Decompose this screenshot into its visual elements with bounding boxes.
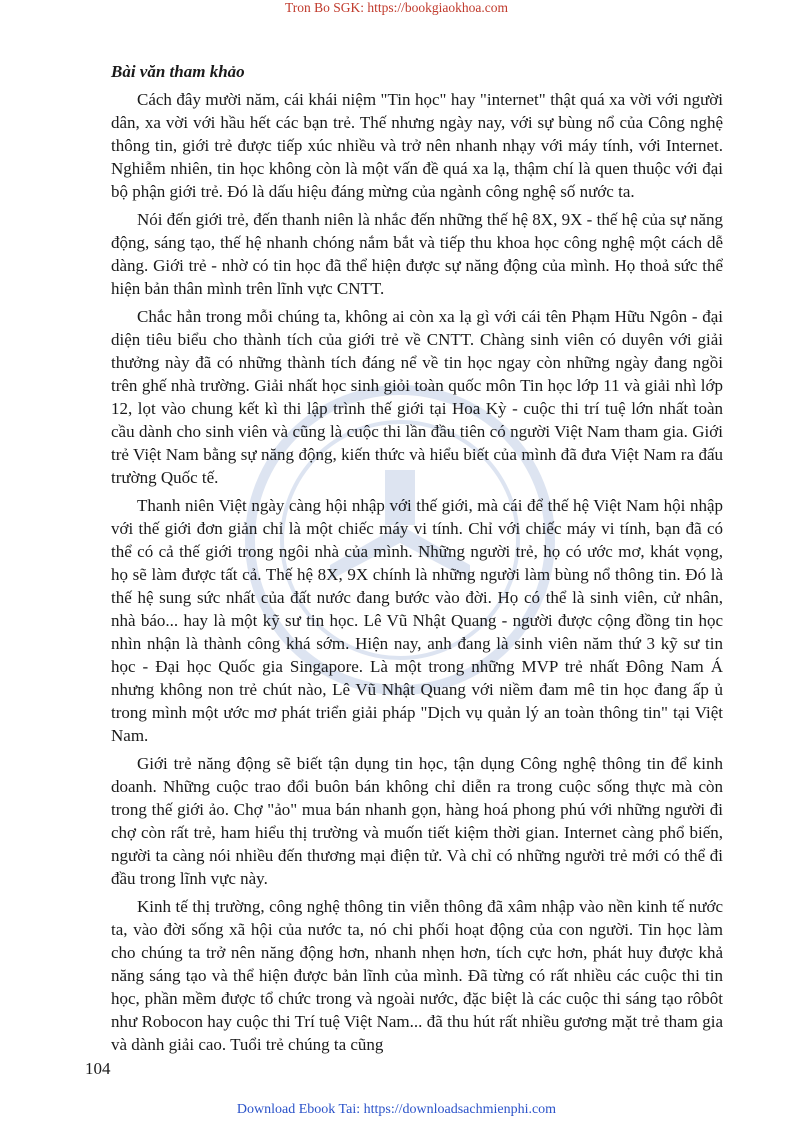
paragraph: Giới trẻ năng động sẽ biết tận dụng tin học, tận dụng Công nghệ thông tin để kinh doanh. Những cuộc trao đổi buôn bán không chỉ diễn ra trong cuộc sống thực mà còn trong thế giới ảo. Chợ "ảo" mua bán nhanh gọn, hàng hoá phong phú với những người đi chợ còn rất trẻ, ham hiểu thị trường và muốn tiết kiệm thời gian. Internet càng phổ biến, người ta càng nói nhiều đến thương mại điện tử. Và chỉ có những người trẻ mới có thể đi đầu trong lĩnh vực này.	[111, 754, 723, 888]
article-body	[111, 60, 723, 1061]
section-title: Bài văn tham khảo	[111, 62, 245, 81]
paragraph: Nói đến giới trẻ, đến thanh niên là nhắc đến những thế hệ 8X, 9X - thế hệ của sự năng động, sáng tạo, thế hệ nhanh chóng nắm bắt và tiếp thu khoa học công nghệ một cách dễ dàng. Giới trẻ - nhờ có tin học đã thể hiện được sự năng động của mình. Họ thoả sức thể hiện bản thân mình trên lĩnh vực CNTT.	[111, 210, 723, 298]
paragraph: Chắc hẳn trong mỗi chúng ta, không ai còn xa lạ gì với cái tên Phạm Hữu Ngôn - đại diện tiêu biểu cho thành tích của giới trẻ về CNTT. Chàng sinh viên có duyên với giải thưởng này đã có những thành tích đáng nể về tin học ngay còn những ngày đang ngồi trên ghế nhà trường. Giải nhất học sinh giỏi toàn quốc môn Tin học lớp 11 và giải nhì lớp 12, lọt vào chung kết kì thi lập trình thế giới tại Hoa Kỳ - cuộc thi trí tuệ lớn nhất toàn cầu dành cho sinh viên và cũng là cuộc thi lần đầu tiên có người Việt Nam tham gia. Giới trẻ Việt Nam bằng sự năng động, kiến thức và hiểu biết của mình đã đưa Việt Nam ra đấu trường Quốc tế.	[111, 307, 723, 487]
footer-download-link[interactable]: Download Ebook Tai: https://downloadsachmienphi.com	[236, 1102, 557, 1117]
paragraph: Cách đây mười năm, cái khái niệm "Tin học" hay "internet" thật quá xa vời với người dân, xa vời với hầu hết các bạn trẻ. Thế nhưng ngày nay, với sự bùng nổ của Công nghệ thông tin, giới trẻ được tiếp xúc nhiều và trở nên nhanh nhạy với máy tính, với Internet. Nghiễm nhiên, tin học không còn là một vấn đề quá xa lạ, thậm chí là quen thuộc với đại bộ phận giới trẻ. Đó là dấu hiệu đáng mừng của ngành công nghệ số nước ta.	[111, 90, 723, 201]
page-number: 104	[85, 1059, 111, 1078]
paragraph: Thanh niên Việt ngày càng hội nhập với thế giới, mà cái để thế hệ Việt Nam hội nhập với thế giới đơn giản chỉ là một chiếc máy vi tính. Chỉ với chiếc máy vi tính, bạn đã có thể có cả thế giới trong ngôi nhà của mình. Những người trẻ, họ có ước mơ, khát vọng, họ sẽ làm được tất cả. Thế hệ 8X, 9X chính là những người làm bùng nổ thông tin. Đó là thế hệ sung sức nhất của đất nước đang bước vào đời. Họ có thể là sinh viên, cử nhân, nhà báo... hay là một kỹ sư tin học. Lê Vũ Nhật Quang - người được cộng đồng tin học nhìn nhận là thành công khá sớm. Hiện nay, anh đang là sinh viên năm thứ 3 kỹ sư tin học - Đại học Quốc gia Singapore. Là một trong những MVP trẻ nhất Đông Nam Á nhưng không non trẻ chút nào, Lê Vũ Nhật Quang với niềm đam mê tin học đang ấp ủ trong mình một ước mơ phát triển giải pháp "Dịch vụ quản lý an toàn thông tin" tại Việt Nam.	[111, 496, 723, 745]
header-source-link[interactable]: Tron Bo SGK: https://bookgiaokhoa.com	[284, 0, 508, 15]
paragraph: Kinh tế thị trường, công nghệ thông tin viễn thông đã xâm nhập vào nền kinh tế nước ta, vào đời sống xã hội của nước ta, nó chi phối hoạt động của con người. Tin học làm cho chúng ta trở nên năng động hơn, nhanh nhẹn hơn, tích cực hơn, phát huy được khả năng sáng tạo và thể hiện được bản lĩnh của mình. Đã từng có rất nhiều các cuộc thi tin học, phần mềm được tổ chức trong và ngoài nước, đặc biệt là các cuộc thi sáng tạo rôbôt như Robocon hay cuộc thi Trí tuệ Việt Nam... đã thu hút rất nhiều gương mặt trẻ tham gia và dành giải cao. Tuổi trẻ chúng ta cũng	[111, 897, 723, 1054]
